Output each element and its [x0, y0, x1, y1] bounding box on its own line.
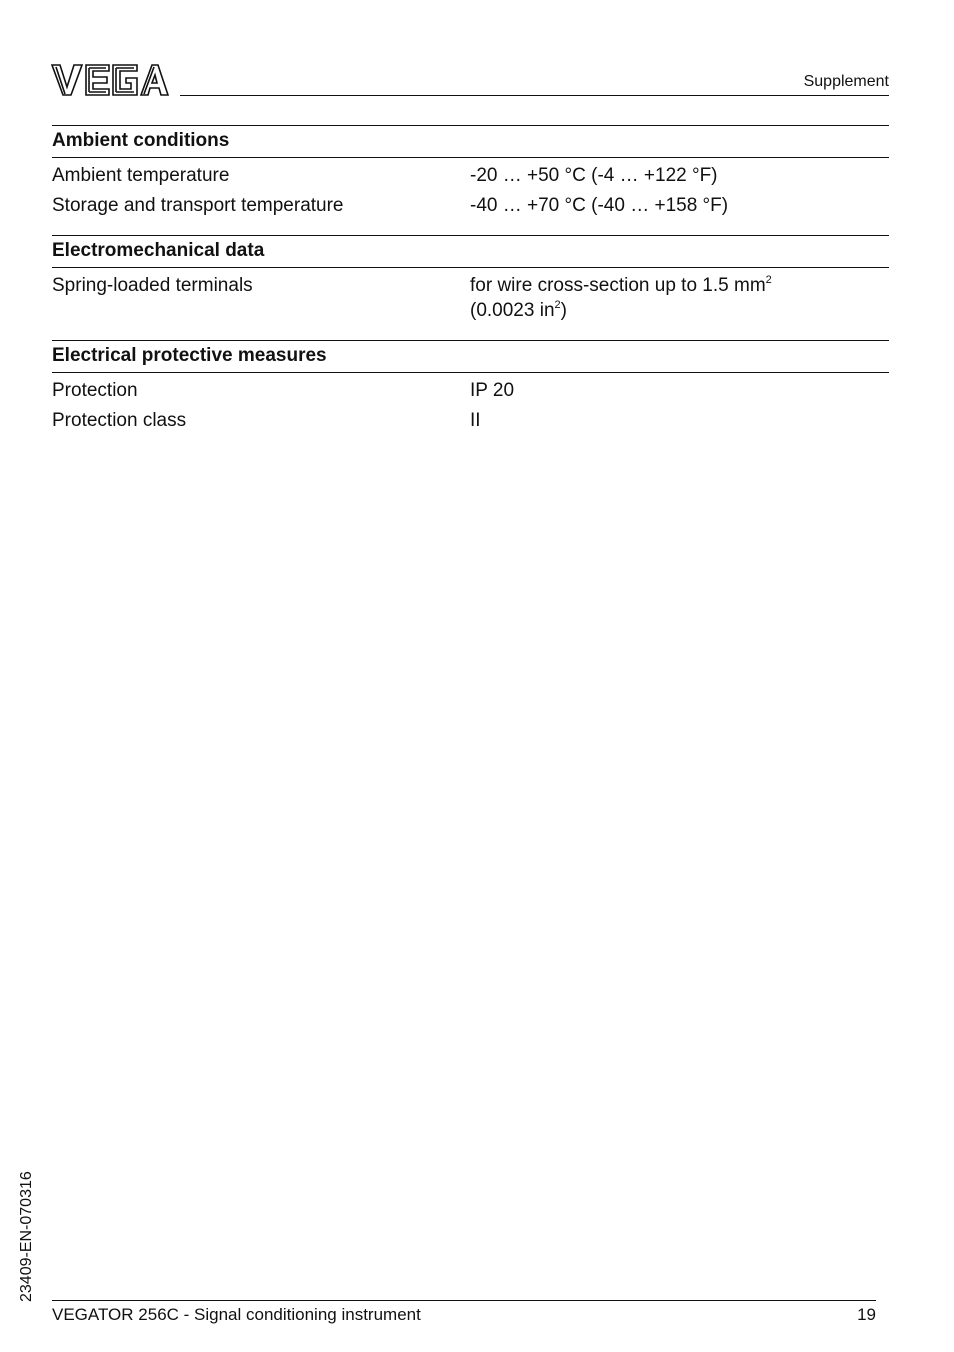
- spec-value-text: (0.0023 in: [470, 300, 555, 321]
- spec-row: [52, 273, 889, 323]
- spec-content: [52, 125, 889, 450]
- spec-label: Protection: [52, 380, 138, 401]
- spec-value-text: ): [560, 300, 567, 321]
- section-title: Electromechanical data: [52, 235, 889, 268]
- page-number: 19: [857, 1305, 876, 1324]
- footer-rule: [52, 1300, 876, 1301]
- section-title: Ambient conditions: [52, 125, 889, 158]
- spec-label: Spring-loaded terminals: [52, 275, 253, 296]
- spec-value: -20 … +50 °C (-4 … +122 °F): [470, 165, 718, 186]
- header-section-name: Supplement: [803, 73, 889, 90]
- vega-logo: [51, 63, 169, 97]
- footer-title: VEGATOR 256C - Signal conditioning instrument: [52, 1305, 421, 1324]
- section-electromechanical-data: [52, 235, 889, 323]
- spec-row: [52, 193, 889, 218]
- spec-row: [52, 378, 889, 403]
- spec-value-text: for wire cross-section up to 1.5 mm: [470, 275, 766, 296]
- document-code: 23409-EN-070316: [18, 1171, 35, 1302]
- section-electrical-protective-measures: [52, 340, 889, 433]
- superscript: 2: [765, 274, 772, 286]
- spec-label: Storage and transport temperature: [52, 195, 344, 216]
- section-title: Electrical protective measures: [52, 340, 889, 373]
- section-ambient-conditions: [52, 125, 889, 218]
- spec-label: Protection class: [52, 410, 187, 431]
- spec-row: [52, 408, 889, 433]
- spec-value-line: [470, 273, 889, 298]
- spec-value: [470, 273, 889, 323]
- spec-value: -40 … +70 °C (-40 … +158 °F): [470, 195, 729, 216]
- superscript: 2: [554, 299, 561, 311]
- spec-value: II: [470, 410, 481, 431]
- spec-value-line: [470, 298, 889, 323]
- header-rule: [180, 95, 889, 96]
- spec-row: [52, 163, 889, 188]
- spec-label: Ambient temperature: [52, 165, 230, 186]
- spec-value: IP 20: [470, 380, 515, 401]
